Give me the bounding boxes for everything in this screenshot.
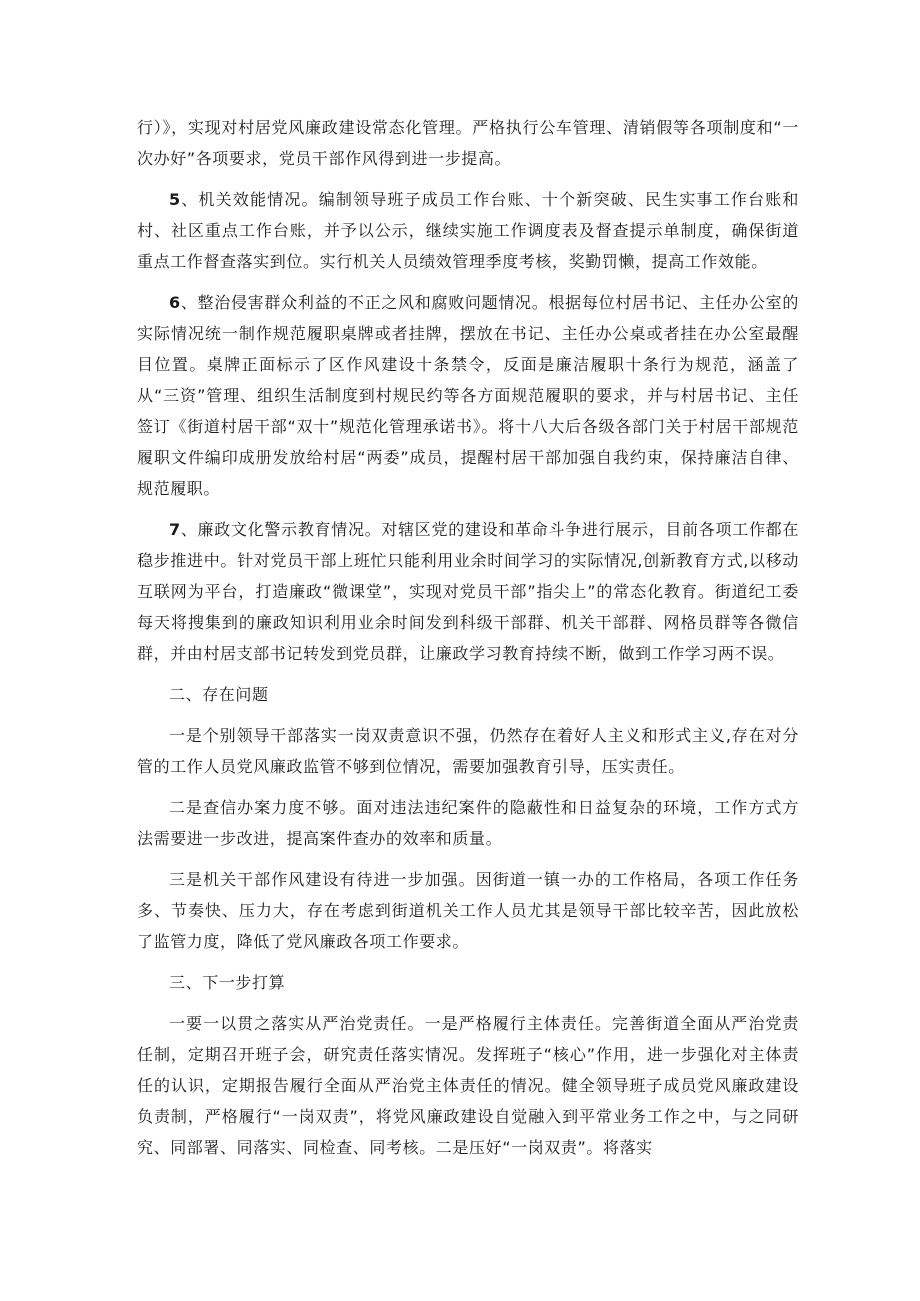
paragraph-problem-1: [137, 720, 799, 782]
heading-text: 三、下一步打算: [169, 973, 286, 992]
document-body: [137, 112, 799, 1173]
paragraph-text: 、廉政文化警示教育情况。对辖区党的建设和革命斗争进行展示，目前各项工作都在稳步推进中。针对党员干部上班忙只能利用业余时间学习的实际情况,创新教育方式,以移动互联网为平台，打造廉政“微课堂”，实现对党员干部”指尖上”的常态化教育。街道纪工委每天将搜集到的廉政知识利用业余时间发到科级干部群、机关干部群、网格员群等各微信群，并由村居支部书记转发到党员群，让廉政学习教育持续不断，做到工作学习两不误。: [137, 520, 799, 663]
paragraph-text: 二是查信办案力度不够。面对违法违纪案件的隐蔽性和日益复杂的环境，工作方式方法需要进一步改进，提高案件查办的效率和质量。: [137, 798, 799, 848]
paragraph-plan-1: [137, 1008, 799, 1163]
heading-text: 二、存在问题: [169, 685, 269, 704]
paragraph-item-5: [137, 184, 799, 277]
paragraph-problem-3: [137, 864, 799, 957]
paragraph-text: 行）》，实现对村居党风廉政建设常态化管理。严格执行公车管理、清销假等各项制度和“一次办好”各项要求，党员干部作风得到进一步提高。: [137, 118, 799, 168]
paragraph-text: 三是机关干部作风建设有待进一步加强。因街道一镇一办的工作格局，各项工作任务多、节奏快、压力大，存在考虑到街道机关工作人员尤其是领导干部比较辛苦，因此放松了监管力度，降低了党风廉政各项工作要求。: [137, 870, 799, 951]
section-heading-problems: [137, 679, 799, 710]
paragraph-item-6: [137, 287, 799, 504]
item-number: 7: [169, 520, 181, 539]
paragraph-text: 一是个别领导干部落实一岗双责意识不强，仍然存在着好人主义和形式主义,存在对分管的工作人员党风廉政监管不够到位情况，需要加强教育引导，压实责任。: [137, 726, 799, 776]
section-heading-plans: [137, 967, 799, 998]
item-number: 5: [169, 190, 181, 209]
paragraph-item-7: [137, 514, 799, 669]
paragraph-problem-2: [137, 792, 799, 854]
paragraph-text: 、机关效能情况。编制领导班子成员工作台账、十个新突破、民生实事工作台账和村、社区重点工作台账，并予以公示，继续实施工作调度表及督查提示单制度，确保街道重点工作督查落实到位。实行机关人员绩效管理季度考核，奖勤罚懒，提高工作效能。: [137, 190, 799, 271]
item-number: 6: [169, 293, 181, 312]
paragraph-continuation: [137, 112, 799, 174]
paragraph-text: 、整治侵害群众利益的不正之风和腐败问题情况。根据每位村居书记、主任办公室的实际情况统一制作规范履职桌牌或者挂牌，摆放在书记、主任办公桌或者挂在办公室最醒目位置。桌牌正面标示了区作风建设十条禁令，反面是廉洁履职十条行为规范，涵盖了从“三资”管理、组织生活制度到村规民约等各方面规范履职的要求，并与村居书记、主任签订《街道村居干部“双十”规范化管理承诺书》。将十八大后各级各部门关于村居干部规范履职文件编印成册发放给村居“两委”成员，提醒村居干部加强自我约束，保持廉洁自律、规范履职。: [137, 293, 799, 498]
paragraph-text: 一要一以贯之落实从严治党责任。一是严格履行主体责任。完善街道全面从严治党责任制，定期召开班子会，研究责任落实情况。发挥班子“核心”作用，进一步强化对主体责任的认识，定期报告履行全面从严治党主体责任的情况。健全领导班子成员党风廉政建设负责制，严格履行“一岗双责”，将党风廉政建设自觉融入到平常业务工作之中，与之同研究、同部署、同落实、同检查、同考核。二是压好“一岗双责”。将落实: [137, 1014, 799, 1157]
